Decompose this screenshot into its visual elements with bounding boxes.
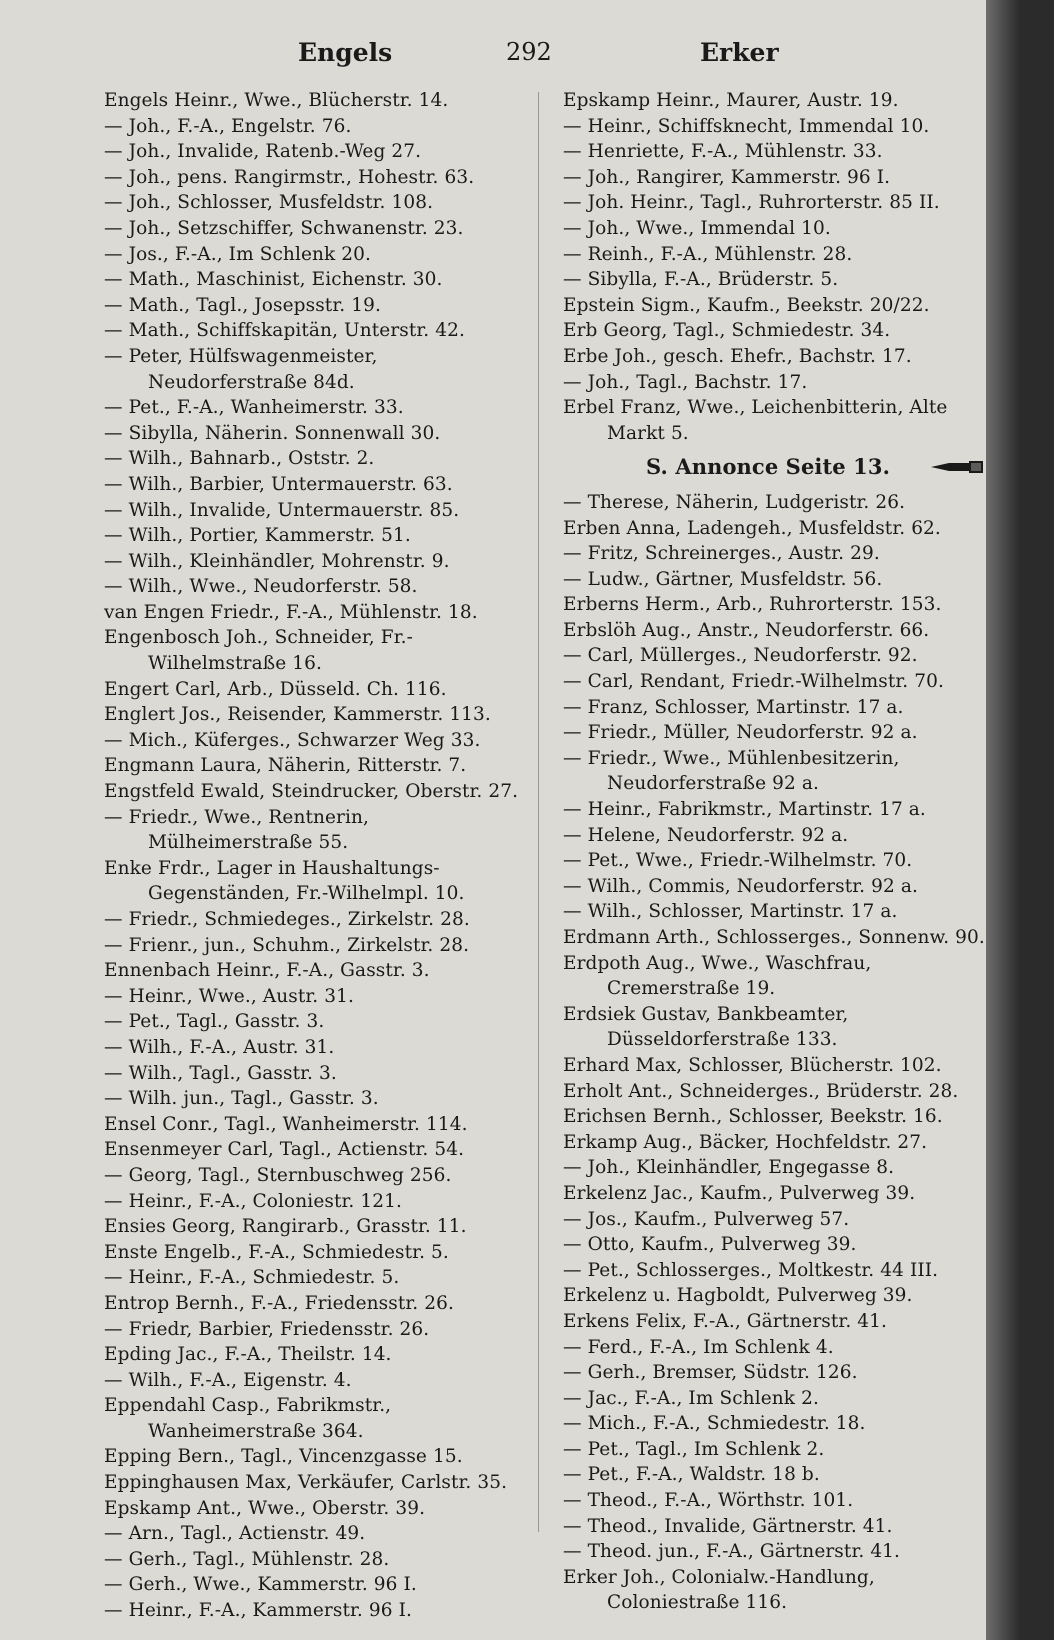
directory-entry: — Math., Tagl., Josepsstr. 19. — [104, 294, 381, 316]
pointing-hand-icon — [929, 458, 985, 476]
directory-entry: — Carl, Rendant, Friedr.-Wilhelmstr. 70. — [563, 671, 944, 693]
directory-entry: — Heinr., F.-A., Kammerstr. 96 I. — [104, 1600, 412, 1622]
directory-entry: — Wilh. jun., Tagl., Gasstr. 3. — [104, 1088, 379, 1110]
directory-entry: — Pet., Tagl., Gasstr. 3. — [104, 1011, 325, 1033]
page-edge-shadow — [986, 0, 1020, 1640]
directory-entry: — Frienr., jun., Schuhm., Zirkelstr. 28. — [104, 934, 470, 956]
directory-entry: — Mich., Küferges., Schwarzer Weg 33. — [104, 729, 481, 751]
directory-entry: — Wilh., F.-A., Austr. 31. — [104, 1036, 335, 1058]
directory-entry: Erbel Franz, Wwe., Leichenbitterin, Alte Markt 5. — [563, 397, 948, 444]
directory-entry: — Reinh., F.-A., Mühlenstr. 28. — [563, 243, 853, 265]
directory-entry: — Wilh., Portier, Kammerstr. 51. — [104, 525, 411, 547]
directory-entry: — Pet., Tagl., Im Schlenk 2. — [563, 1438, 825, 1460]
directory-entry: Epding Jac., F.-A., Theilstr. 14. — [104, 1344, 392, 1366]
directory-entry: Epskamp Heinr., Maurer, Austr. 19. — [563, 90, 899, 111]
directory-entry: Erbslöh Aug., Anstr., Neudorferstr. 66. — [563, 619, 930, 641]
directory-entry: — Jos., Kaufm., Pulverweg 57. — [563, 1208, 850, 1230]
directory-entry: — Sibylla, Näherin. Sonnenwall 30. — [104, 422, 441, 444]
directory-entry: — Gerh., Tagl., Mühlenstr. 28. — [104, 1548, 390, 1570]
directory-entry: Ensel Conr., Tagl., Wanheimerstr. 114. — [104, 1113, 468, 1135]
directory-entry: Erkelenz Jac., Kaufm., Pulverweg 39. — [563, 1182, 916, 1204]
directory-entry: — Pet., F.-A., Wanheimerstr. 33. — [104, 397, 404, 419]
directory-entry: — Theod. jun., F.-A., Gärtnerstr. 41. — [563, 1541, 901, 1563]
directory-entry: Eppinghausen Max, Verkäufer, Carlstr. 35. — [104, 1472, 508, 1494]
page-header — [0, 38, 1020, 78]
directory-entry: Erker Joh., Colonialw.-Handlung, Coloniestraße 116. — [563, 1566, 875, 1614]
directory-entry: Erdmann Arth., Schlosserges., Sonnenw. 90. — [563, 927, 985, 948]
directory-entry: — Joh., Invalide, Ratenb.-Weg 27. — [104, 141, 422, 163]
directory-entry: — Joh. Heinr., Tagl., Ruhrorterstr. 85 II. — [563, 192, 940, 214]
directory-entry: Entrop Bernh., F.-A., Friedensstr. 26. — [104, 1292, 454, 1314]
directory-entry: — Gerh., Bremser, Südstr. 126. — [563, 1362, 858, 1384]
directory-entry: — Wilh., Wwe., Neudorferstr. 58. — [104, 576, 418, 598]
directory-entry: — Pet., Schlosserges., Moltkestr. 44 III. — [563, 1259, 939, 1281]
directory-entry: — Friedr., Wwe., Mühlenbesitzerin, Neudorferstraße 92 a. — [563, 747, 900, 795]
directory-entry: — Ludw., Gärtner, Musfeldstr. 56. — [563, 568, 883, 590]
directory-entry: Engert Carl, Arb., Düsseld. Ch. 116. — [104, 678, 447, 700]
directory-entry: — Friedr., Schmiedeges., Zirkelstr. 28. — [104, 909, 470, 930]
directory-entry: — Peter, Hülfswagenmeister, Neudorferstraße 84d. — [104, 345, 378, 393]
directory-entry: — Mich., F.-A., Schmiedestr. 18. — [563, 1413, 866, 1435]
directory-entry: Epstein Sigm., Kaufm., Beekstr. 20/22. — [563, 294, 930, 316]
page-number: 292 — [506, 38, 552, 66]
directory-entry: Erben Anna, Ladengeh., Musfeldstr. 62. — [563, 517, 941, 539]
annonce-notice — [563, 454, 1003, 480]
right-column — [563, 88, 1003, 1616]
directory-entry: — Wilh., Commis, Neudorferstr. 92 a. — [563, 875, 918, 897]
directory-entry: Engenbosch Joh., Schneider, Fr.-Wilhelmstraße 16. — [104, 627, 413, 675]
directory-entry: Erkens Felix, F.-A., Gärtnerstr. 41. — [563, 1310, 887, 1332]
directory-entry: Erichsen Bernh., Schlosser, Beekstr. 16. — [563, 1106, 943, 1128]
directory-entry: Erdpoth Aug., Wwe., Waschfrau, Cremerstraße 19. — [563, 952, 872, 1000]
directory-entry: Erbe Joh., gesch. Ehefr., Bachstr. 17. — [563, 345, 912, 367]
left-column — [104, 88, 529, 1624]
directory-entry: Erhard Max, Schlosser, Blücherstr. 102. — [563, 1054, 942, 1076]
directory-entry: Erdsiek Gustav, Bankbeamter, Düsseldorferstraße 133. — [563, 1003, 849, 1051]
right-column-entries-b — [563, 490, 1003, 1616]
directory-entry: Enke Frdr., Lager in Haushaltungs-Gegenständen, Fr.-Wilhelmpl. 10. — [104, 857, 465, 905]
directory-entry: — Wilh., Schlosser, Martinstr. 17 a. — [563, 901, 898, 923]
directory-entry: Epskamp Ant., Wwe., Oberstr. 39. — [104, 1497, 426, 1519]
directory-entry: Erkelenz u. Hagboldt, Pulverweg 39. — [563, 1285, 913, 1307]
directory-entry: — Joh., Wwe., Immendal 10. — [563, 217, 831, 239]
directory-entry: Epping Bern., Tagl., Vincenzgasse 15. — [104, 1446, 463, 1468]
directory-entry: — Sibylla, F.-A., Brüderstr. 5. — [563, 269, 839, 291]
directory-entry: van Engen Friedr., F.-A., Mühlenstr. 18. — [104, 601, 478, 623]
directory-entry: — Wilh., Invalide, Untermauerstr. 85. — [104, 499, 460, 521]
directory-entry: — Heinr., Wwe., Austr. 31. — [104, 985, 354, 1007]
right-column-entries-a — [563, 88, 1003, 446]
directory-entry: — Heinr., F.-A., Schmiedestr. 5. — [104, 1267, 400, 1289]
directory-entry: — Franz, Schlosser, Martinstr. 17 a. — [563, 696, 904, 718]
directory-entry: — Pet., F.-A., Waldstr. 18 b. — [563, 1464, 820, 1486]
directory-entry: — Heinr., Fabrikmstr., Martinstr. 17 a. — [563, 799, 926, 821]
directory-entry: — Fritz, Schreinerges., Austr. 29. — [563, 543, 880, 565]
directory-entry: — Carl, Müllerges., Neudorferstr. 92. — [563, 645, 918, 667]
header-right-word: Erker — [700, 38, 779, 67]
directory-entry: Engstfeld Ewald, Steindrucker, Oberstr. 27. — [104, 781, 519, 803]
directory-entry: — Math., Schiffskapitän, Unterstr. 42. — [104, 320, 465, 342]
directory-entry: — Friedr., Müller, Neudorferstr. 92 a. — [563, 722, 918, 744]
annonce-text: S. Annonce Seite 13. — [645, 454, 890, 480]
directory-entry: Erholt Ant., Schneiderges., Brüderstr. 28. — [563, 1080, 959, 1102]
directory-entry: Erberns Herm., Arb., Ruhrorterstr. 153. — [563, 594, 942, 616]
directory-entry: — Friedr., Wwe., Rentnerin, Mülheimerstraße 55. — [104, 806, 370, 854]
directory-entry: Enste Engelb., F.-A., Schmiedestr. 5. — [104, 1241, 449, 1263]
directory-entry: — Joh., Rangirer, Kammerstr. 96 I. — [563, 166, 891, 188]
directory-entry: — Arn., Tagl., Actienstr. 49. — [104, 1523, 366, 1545]
directory-entry: — Wilh., Bahnarb., Oststr. 2. — [104, 448, 375, 470]
directory-entry: — Gerh., Wwe., Kammerstr. 96 I. — [104, 1574, 417, 1596]
directory-entry: — Wilh., Barbier, Untermauerstr. 63. — [104, 473, 453, 495]
directory-entry: — Therese, Näherin, Ludgeristr. 26. — [563, 491, 906, 513]
directory-entry: — Joh., Schlosser, Musfeldstr. 108. — [104, 192, 434, 214]
column-divider — [538, 92, 539, 1532]
directory-entry: Englert Jos., Reisender, Kammerstr. 113. — [104, 704, 491, 726]
directory-entry: — Otto, Kaufm., Pulverweg 39. — [563, 1234, 857, 1256]
directory-entry: — Friedr, Barbier, Friedensstr. 26. — [104, 1318, 430, 1340]
directory-entry: — Heinr., F.-A., Coloniestr. 121. — [104, 1190, 402, 1212]
directory-entry: — Ferd., F.-A., Im Schlenk 4. — [563, 1336, 834, 1358]
directory-entry: — Wilh., Kleinhändler, Mohrenstr. 9. — [104, 550, 450, 572]
directory-entry: — Theod., Invalide, Gärtnerstr. 41. — [563, 1515, 893, 1537]
directory-entry: Engmann Laura, Näherin, Ritterstr. 7. — [104, 755, 467, 777]
directory-entry: — Math., Maschinist, Eichenstr. 30. — [104, 269, 443, 291]
directory-entry: — Heinr., Schiffsknecht, Immendal 10. — [563, 115, 930, 137]
directory-entry: — Wilh., Tagl., Gasstr. 3. — [104, 1062, 337, 1084]
directory-entry: — Wilh., F.-A., Eigenstr. 4. — [104, 1369, 352, 1391]
directory-entry: — Jos., F.-A., Im Schlenk 20. — [104, 243, 372, 265]
directory-entry: — Pet., Wwe., Friedr.-Wilhelmstr. 70. — [563, 850, 913, 872]
directory-entry: — Joh., Setzschiffer, Schwanenstr. 23. — [104, 217, 464, 239]
directory-entry: Eppendahl Casp., Fabrikmstr., Wanheimerstraße 364. — [104, 1395, 392, 1442]
directory-entry: Erkamp Aug., Bäcker, Hochfeldstr. 27. — [563, 1131, 928, 1153]
directory-entry: — Joh., pens. Rangirmstr., Hohestr. 63. — [104, 166, 475, 188]
directory-entry: — Jac., F.-A., Im Schlenk 2. — [563, 1387, 819, 1409]
directory-entry: Engels Heinr., Wwe., Blücherstr. 14. — [104, 90, 449, 111]
directory-entry: — Henriette, F.-A., Mühlenstr. 33. — [563, 141, 883, 163]
directory-entry: — Helene, Neudorferstr. 92 a. — [563, 824, 849, 846]
directory-entry: Ensies Georg, Rangirarb., Grasstr. 11. — [104, 1216, 467, 1238]
directory-entry: Ensenmeyer Carl, Tagl., Actienstr. 54. — [104, 1139, 465, 1161]
directory-entry: Erb Georg, Tagl., Schmiedestr. 34. — [563, 320, 891, 342]
directory-entry: Ennenbach Heinr., F.-A., Gasstr. 3. — [104, 960, 430, 982]
directory-entry: — Joh., F.-A., Engelstr. 76. — [104, 115, 352, 137]
directory-entry: — Georg, Tagl., Sternbuschweg 256. — [104, 1164, 452, 1186]
directory-entry: — Joh., Tagl., Bachstr. 17. — [563, 371, 808, 393]
directory-entry: — Joh., Kleinhändler, Engegasse 8. — [563, 1157, 895, 1179]
directory-entry: — Theod., F.-A., Wörthstr. 101. — [563, 1490, 854, 1512]
header-left-word: Engels — [298, 38, 393, 67]
